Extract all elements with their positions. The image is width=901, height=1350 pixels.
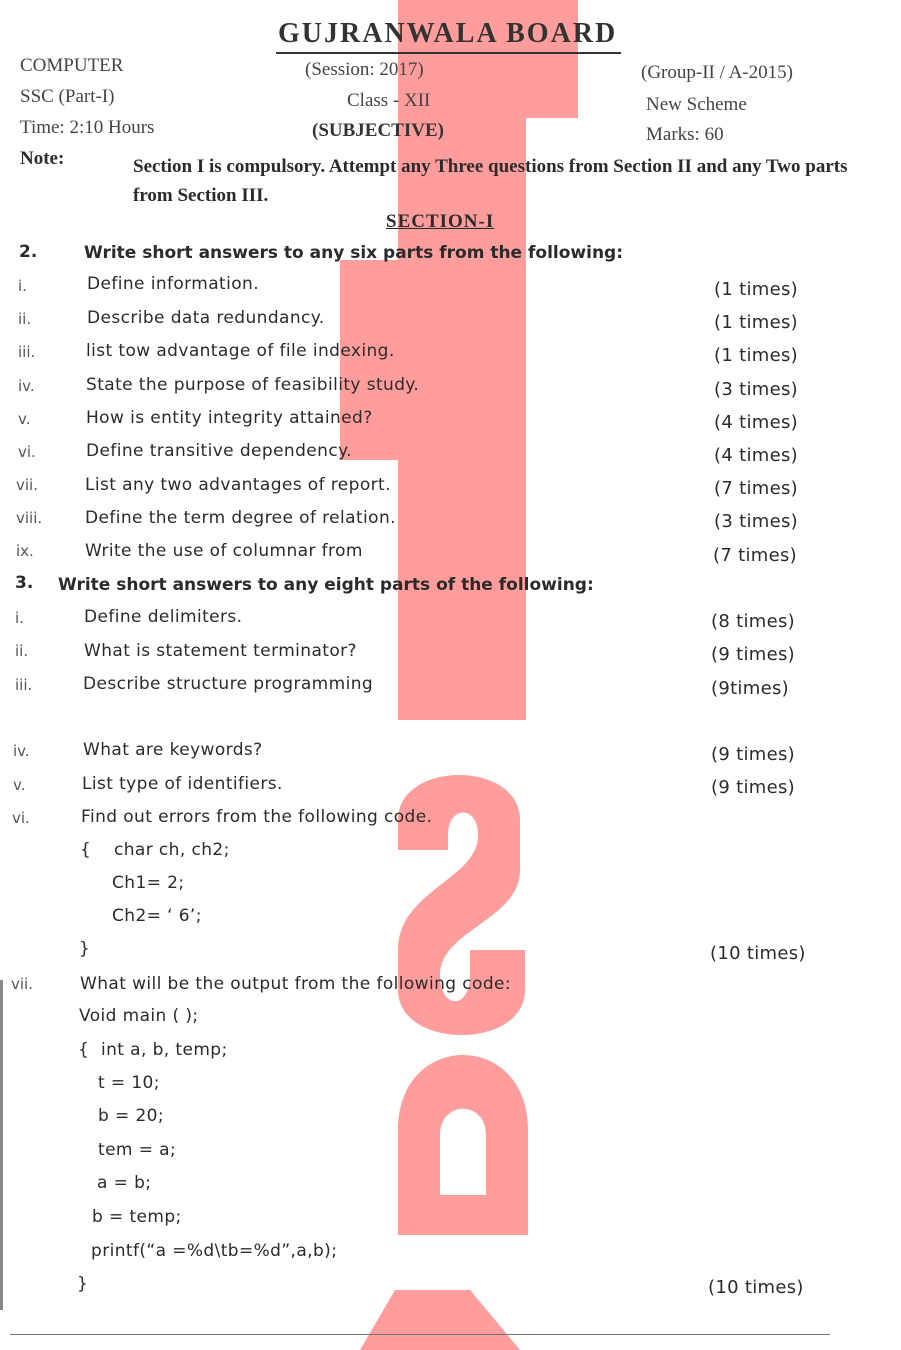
q3-item-text: Find out errors from the following code. [81, 807, 433, 827]
q3-text: Write short answers to any eight parts of the following: [58, 575, 594, 595]
q2-text: Write short answers to any six parts from the following: [84, 243, 624, 263]
code-line: b = temp; [92, 1207, 182, 1227]
session: (Session: 2017) [305, 59, 424, 80]
time: Time: 2:10 Hours [20, 117, 155, 138]
code-line: Ch1= 2; [112, 873, 185, 893]
q2-item-text: How is entity integrity attained? [86, 408, 373, 428]
q3-item-text: Define delimiters. [84, 607, 243, 627]
q2-item-text: List any two advantages of report. [85, 475, 391, 495]
q3-item-times: (9times) [711, 678, 789, 699]
q2-item-text: Define information. [87, 274, 260, 294]
note-label: Note: [20, 148, 65, 169]
q2-item-number: iv. [18, 377, 35, 395]
part: SSC (Part-I) [20, 86, 115, 107]
q2-item-text: Write the use of columnar from [85, 541, 363, 561]
q2-item-times: (3 times) [714, 379, 798, 400]
group: (Group-II / A-2015) [641, 62, 793, 83]
q2-item-times: (1 times) [714, 279, 798, 300]
scan-edge [0, 980, 3, 1310]
q3-item-times: (10 times) [708, 1277, 804, 1298]
q2-item-times: (7 times) [713, 545, 797, 566]
q2-item-times: (4 times) [714, 445, 798, 466]
title-underline [276, 52, 621, 54]
bottom-rule [10, 1334, 830, 1335]
code-line: tem = a; [98, 1140, 177, 1160]
marks: Marks: 60 [646, 124, 724, 145]
q3-item-number: vi. [12, 809, 30, 827]
q3-number: 3. [15, 573, 34, 593]
code-line: t = 10; [98, 1073, 160, 1093]
code-line: } [77, 1274, 89, 1294]
q2-item-text: State the purpose of feasibility study. [86, 375, 420, 395]
board-title: GUJRANWALA BOARD [278, 18, 618, 49]
q2-item-times: (1 times) [714, 312, 798, 333]
q2-item-text: Describe data redundancy. [87, 308, 325, 328]
code-line: int a, b, temp; [101, 1040, 228, 1060]
q3-item-number: vii. [11, 975, 33, 993]
q2-item-text: list tow advantage of file indexing. [86, 341, 395, 361]
q3-item-number: iv. [13, 742, 30, 760]
q3-item-text: What is statement terminator? [84, 641, 357, 661]
q2-item-number: iii. [18, 343, 36, 361]
q2-item-times: (3 times) [714, 511, 798, 532]
q3-item-text: Describe structure programming [83, 674, 374, 694]
watermark-letter-r-part [360, 1290, 520, 1350]
code-line: { [80, 840, 92, 860]
q3-item-times: (9 times) [711, 644, 795, 665]
q3-item-text: List type of identifiers. [82, 774, 283, 794]
q2-item-text: Define transitive dependency. [86, 441, 352, 461]
code-line: } [79, 939, 91, 959]
q2-item-times: (4 times) [714, 412, 798, 433]
class: Class - XII [347, 90, 431, 111]
code-line: b = 20; [98, 1106, 165, 1126]
q2-item-number: vii. [16, 476, 38, 494]
q3-item-times: (9 times) [711, 744, 795, 765]
q2-item-number: i. [18, 277, 27, 295]
code-line: a = b; [97, 1173, 152, 1193]
q2-item-number: vi. [18, 443, 36, 461]
code-line: printf(“a =%d\tb=%d”,a,b); [91, 1241, 338, 1261]
subject: COMPUTER [20, 55, 124, 76]
note-text: Section I is compulsory. Attempt any Three questions from Section II and any Two parts from Section III. [133, 156, 848, 206]
q2-item-number: ii. [18, 310, 32, 328]
q2-item-times: (7 times) [714, 478, 798, 499]
code-line: { [78, 1040, 90, 1060]
q3-item-number: iii. [15, 676, 33, 694]
q3-item-number: i. [15, 609, 24, 627]
q2-item-number: viii. [16, 509, 43, 527]
q3-item-times: (8 times) [711, 611, 795, 632]
q3-item-times: (9 times) [711, 777, 795, 798]
q2-number: 2. [19, 242, 38, 262]
q2-item-number: v. [18, 410, 31, 428]
q2-item-times: (1 times) [714, 345, 798, 366]
watermark-letter-e [398, 1055, 528, 1235]
q3-item-times: (10 times) [710, 943, 806, 964]
scheme: New Scheme [646, 94, 747, 115]
code-line: char ch, ch2; [114, 840, 230, 860]
code-line: Ch2= ‘ 6’; [112, 906, 202, 926]
q3-item-text: What are keywords? [83, 740, 263, 760]
q3-item-text: What will be the output from the following code: [80, 974, 512, 994]
q3-item-number: ii. [15, 642, 29, 660]
q2-item-number: ix. [16, 542, 34, 560]
code-line: Void main ( ); [79, 1006, 199, 1026]
q3-item-number: v. [13, 776, 26, 794]
q2-item-text: Define the term degree of relation. [85, 508, 396, 528]
section-title: SECTION-I [386, 211, 495, 232]
paper-type: (SUBJECTIVE) [312, 120, 444, 141]
